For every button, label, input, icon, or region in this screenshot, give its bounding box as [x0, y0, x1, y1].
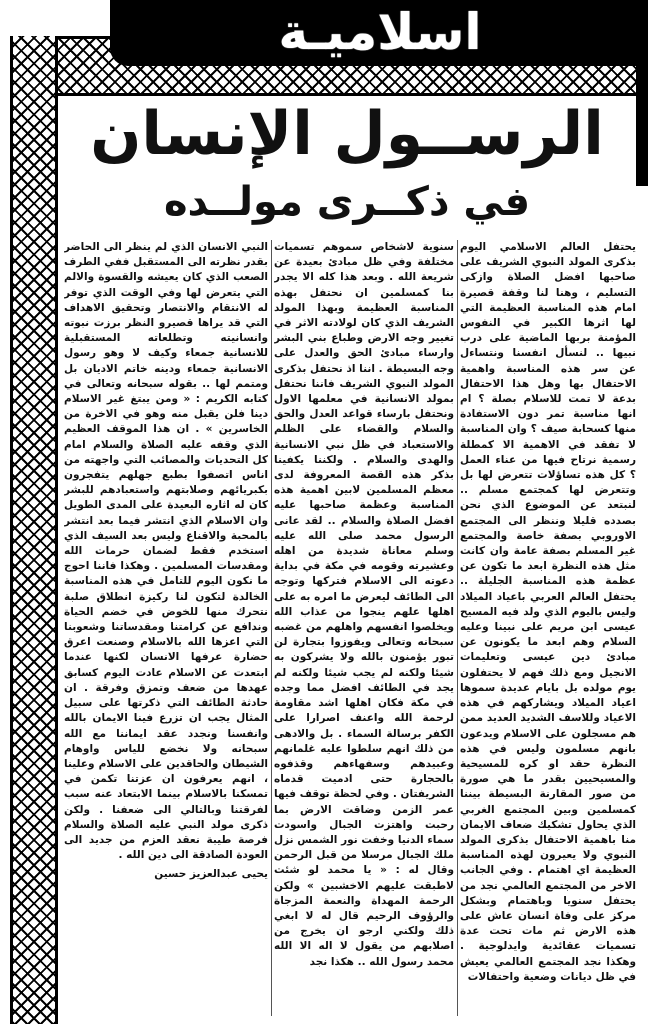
article-column-1	[460, 240, 636, 1020]
page-edge-strip	[636, 66, 648, 186]
ornamental-border-left	[10, 36, 58, 1024]
column-text: سنوية لاشخاص سموهم تسميات مختلفة وفي ظل مبادئ بعيدة عن شريعة الله . وبعد هذا كله الا يجدر بنا كمسلمين ان نحتفل بهذه المناسبة العظيمة وبهذا المولد الشريف الذي كان لولادته الاثر في تغيير وجه الارض وطباع بني البشر وارساء مبادئ الحق والعدل على وجه البسيطة . اننا اذ نحتفل بذكرى المولد النبوي الشريف فاننا نحتفل بمولد الانسانية في معلمها الاول ونحتفل بارساء قواعد العدل والحق والسلام والقضاء على الظلم والاستعباد في ظل نبي الانسانية والهدى والسلام . ولكننا يكفينا بذكر هذه القصة المعروفة لدى معظم المسلمين لابين اهمية هذه المناسبة وعظمة صاحبها عليه افضل الصلاة والسلام .. لقد عانى الرسول محمد صلى الله عليه وسلم معاناة شديدة من اهله وعشيرته وقومه في مكة في بداية دعوته الى الاسلام فتركها وتوجه الى الطائف ليعرض ما امره به على اهلها علهم ينجوا من عذاب الله ويخلصوا انفسهم واهلهم من غضبه سبحانه وتعالى ويفوزوا بتجارة لن تبور يؤمنون بالله ولا يشركون به شيئا ولكنه لم يجب شيئا ولكنه لم يجد في الطائف افضل مما وجده في مكة فكان اهلها اشد مقاومة لرحمة الله واعنف اصرارا على الكفر برسالة السماء . بل والادهى من ذلك انهم سلطوا عليه غلمانهم وعبيدهم وسفهاءهم وقذفوه بالحجارة حتى ادميت قدماه الشريفتان . وفي لحظة توقف فيها عمر الزمن وضاقت الارض بما رحبت واهتزت الجبال واسودت سماء الدنيا وخفت نور الشمس نزل ملك الجبال مرسلا من قبل الرحمن وقال له : « يا محمد لو شئت لاطبقت عليهم الاخشبين » ولكن الرحمة المهداة والنعمة المزجاة والرؤوف الرحيم قال له لا ابغي ذلك ولكني ارجو ان يخرج من اصلابهم من يقول لا اله الا الله محمد رسول الله .. هكذا نجد	[274, 241, 454, 968]
author-byline: يحيى عبدالعزيز حسين	[154, 868, 268, 881]
column-text: يحتفل العالم الاسلامي اليوم بذكرى المولد النبوي الشريف على صاحبها افضل الصلاة وازكى التسليم ، وهنا لنا وقفة قصيرة امام هذه المناسبة العظيمة التي لها اثرها الكبير في النفوس المؤمنة بربها الماضية على درب نبيها .. لنسأل انفسنا ونتساءل عن سر هذه المناسبة واهمية الاحتفال بها وهل هذا الاحتفال بدعة لا تمت للاسلام بصلة ؟ ام انها مناسبة تمر دون الاستفادة منها كسحابة صيف ؟ وان المناسبة لا تفقد في الاهمية الا كمطلة رسمية نرتاح فيها من عناء العمل ؟ كل هذه تساؤلات تتعرض لها بل وتتعرض لها كمجتمع مسلم .. لنبتعد عن الموضوع الذي نحن بصدده قليلا وننظر الى المجتمع الاوروبي بصفة خاصة والمجتمع غير المسلم بصفة عامة وان كانت مثل هذه النظرة ابعد ما تكون عن عظمة هذه المناسبة الجليلة .. يحتفل العالم العربي باعياد الميلاد وليس باليوم الذي ولد فيه المسيح عيسى ابن مريم على نبينا وعليه السلام وهم ابعد ما يكونون عن مبادئ دين عيسى وتعليمات الانجيل ومع ذلك فهم لا يحتفلون يوم مولده بل بايام عديدة سموها اعياد الميلاد ويشاركهم في هذه الاعياد وللاسف الشديد العديد ممن هم مسجلون على الاسلام ويدعون بانهم مسلمون وليس في هذه النظرة حقد او كره للمسيحية والمسيحيين بقدر ما هي صورة من صور المقارنة البسيطة بيننا كمسلمين وبين المجتمع الغربي الذي يحاول تشكيك ضعاف الايمان منا باهمية الاحتفال بذكرى المولد النبوي ولا يعيرون لهذه المناسبة العظيمة اي اهتمام . وفي الجانب الاخر من المجتمع العالمي نجد من يحتفل سنويا وباهتمام وبشكل مركز على وفاة انسان عاش على هذه الارض ثم مات تحت عدة تسميات عقائدية وايدلوجية . وهكذا نجد المجتمع العالمي يعيش في ظل ديانات وضعية واحتفالات	[460, 241, 636, 983]
article-column-3	[64, 240, 268, 1020]
column-divider	[271, 240, 272, 1016]
article-column-2	[274, 240, 454, 1020]
section-title: اسلاميـة	[278, 3, 482, 61]
column-text: النبي الانسان الذي لم ينظر الى الحاضر بقدر نظرته الى المستقبل ففي الطرف الصعب الذي كان يعيشه والقسوة والالم التي يتعرض لها وفي الوقت الذي توفر له الانتقام والانتصار وتحقيق الاهداف التي قد يراها قصيرو النظر برزت نبوته وانسانيته وتطلعاته المستقبلية للانسانية جمعاء وكيف لا وهو رسول الانسانية جمعاء ودينه خاتم الاديان بل ومتمم لها .. بقوله سبحانه وتعالى في كتابه الكريم : « ومن يبتغ غير الاسلام دينا فلن يقبل منه وهو في الاخرة من الخاسرين » . ان هذا الموقف العظيم الذي وقفه عليه الصلاة والسلام امام كل التحديات والمصائب التي واجهته من اناس اتصفوا بطبع جهلهم يتفجرون بكبريائهم وصلابتهم واستعبادهم للبشر كان له اثاره البعيدة على المدى الطويل وان الاسلام الذي انتشر فيما بعد انتشر بالمحبة والاقناع وليس بعد السيف الذي استخدم فقط لضمان حرمات الله ومقدسات المسلمين . وهكذا فاننا احوج ما نكون اليوم للتامل في هذه المناسبة الخالدة لتكون لنا ركيزة انطلاق صلبة نتحرك منها للخوض في خضم الحياة وندافع عن كرامتنا ومقدساتنا وشعوبنا التي اعزها الله بالاسلام وصنعت اعرق حضارة عرفها الانسان لكنها عندما ابتعدت عن الاسلام عادت اليوم كسابق عهدها من ضعف وتمزق وفرقة . ان حادثة الطائف التي ذكرتها على سبيل المثال يجب ان تزرع فينا الايمان بالله وانفسنا ونجدد عقد ايماننا مع الله سبحانه ولا نخضع للياس واوهام الشيطان والحاقدين على الاسلام وعلينا ، انهم يعرفون ان عزتنا تكمن في تمسكنا بالاسلام بينما الابتعاد عنه سبب لفرقتنا وبالتالي الى ضعفنا . ولكن ذكرى مولد النبي عليه الصلاة والسلام فرصة طيبة نعقد العزم من جديد الى العودة الصادقة الى دين الله .	[64, 241, 268, 862]
column-divider	[457, 240, 458, 1016]
article-subheadline: في ذكــرى مولــده	[163, 179, 531, 225]
article-headline: الرســول الإنسان	[90, 99, 604, 169]
